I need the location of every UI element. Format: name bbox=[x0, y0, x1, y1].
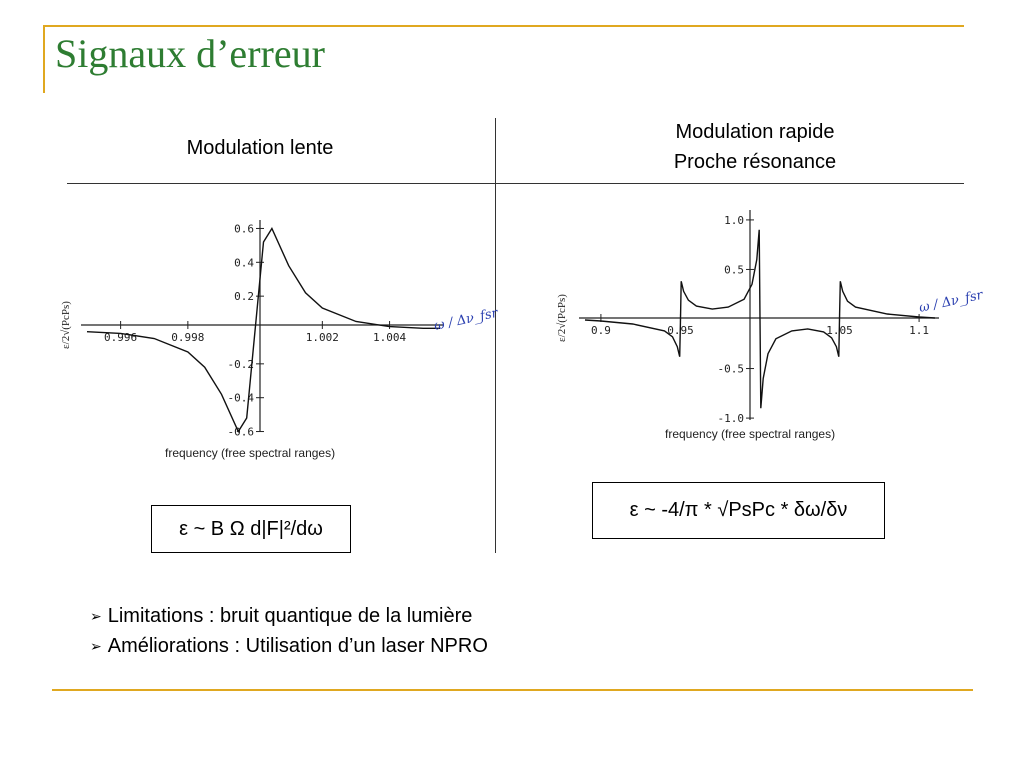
y-tick-label: -1.0 bbox=[717, 412, 744, 426]
table-vertical-divider bbox=[495, 118, 496, 553]
arrow-bullet-icon: ➢ bbox=[90, 638, 102, 654]
y-axis-label: ε/2√(PcPs) bbox=[60, 301, 72, 349]
bullet-text-limitations: Limitations : bruit quantique de la lumière bbox=[107, 605, 473, 627]
x-axis-label: frequency (free spectral ranges) bbox=[165, 446, 336, 460]
x-tick-label: 1.002 bbox=[305, 331, 339, 344]
y-tick-label: 0.2 bbox=[234, 290, 254, 304]
x-axis-label: frequency (free spectral ranges) bbox=[665, 427, 836, 441]
right-header-line2: Proche résonance bbox=[673, 151, 837, 173]
right-column-header bbox=[615, 117, 895, 177]
fast-modulation-formula-text: ε ~ -4/π * √PsPc * δω/δν bbox=[629, 499, 848, 521]
bullet-item bbox=[90, 631, 488, 661]
right-header-line1: Modulation rapide bbox=[675, 121, 835, 143]
series-line bbox=[585, 230, 935, 408]
x-tick-label: 0.996 bbox=[104, 331, 138, 344]
fast-modulation-plot bbox=[545, 200, 985, 450]
x-tick-label: 0.95 bbox=[667, 324, 694, 337]
x-tick-label: 1.1 bbox=[909, 324, 930, 337]
y-tick-label: 0.4 bbox=[234, 256, 254, 270]
x-tick-label: 1.004 bbox=[373, 331, 407, 344]
slide-title: Signaux d’erreur bbox=[55, 31, 325, 76]
y-tick-label: 1.0 bbox=[724, 213, 744, 227]
x-tick-label: 0.9 bbox=[590, 324, 611, 337]
x-tick-label: 0.998 bbox=[171, 331, 205, 344]
left-rule bbox=[43, 25, 45, 93]
y-tick-label: 0.6 bbox=[234, 222, 254, 236]
handwritten-axis-label: ω / Δν_fsr bbox=[917, 287, 985, 316]
y-axis-label: ε/2√(PcPs) bbox=[556, 294, 568, 342]
handwritten-axis-label: ω / Δν_fsr bbox=[432, 305, 500, 334]
slow-modulation-formula bbox=[151, 505, 351, 553]
x-tick-label: 1.05 bbox=[826, 324, 853, 337]
slow-modulation-formula-text: ε ~ B Ω d|F|²/dω bbox=[179, 517, 323, 540]
bullet-list bbox=[90, 601, 488, 661]
left-column-header: Modulation lente bbox=[186, 137, 334, 159]
bottom-rule bbox=[52, 689, 973, 691]
fast-modulation-formula bbox=[592, 482, 885, 539]
top-rule bbox=[43, 25, 964, 27]
slow-modulation-plot bbox=[55, 200, 500, 470]
y-tick-label: -0.6 bbox=[227, 425, 254, 439]
y-tick-label: 0.5 bbox=[724, 263, 744, 277]
y-tick-label: -0.5 bbox=[717, 362, 744, 376]
bullet-text-improvements: Améliorations : Utilisation d’un laser NPRO bbox=[107, 635, 488, 657]
table-horizontal-divider bbox=[67, 183, 964, 184]
series-line bbox=[87, 229, 440, 432]
arrow-bullet-icon: ➢ bbox=[90, 608, 102, 624]
y-tick-label: -0.2 bbox=[227, 357, 254, 371]
y-tick-label: -0.4 bbox=[227, 391, 254, 405]
bullet-item bbox=[90, 601, 488, 631]
